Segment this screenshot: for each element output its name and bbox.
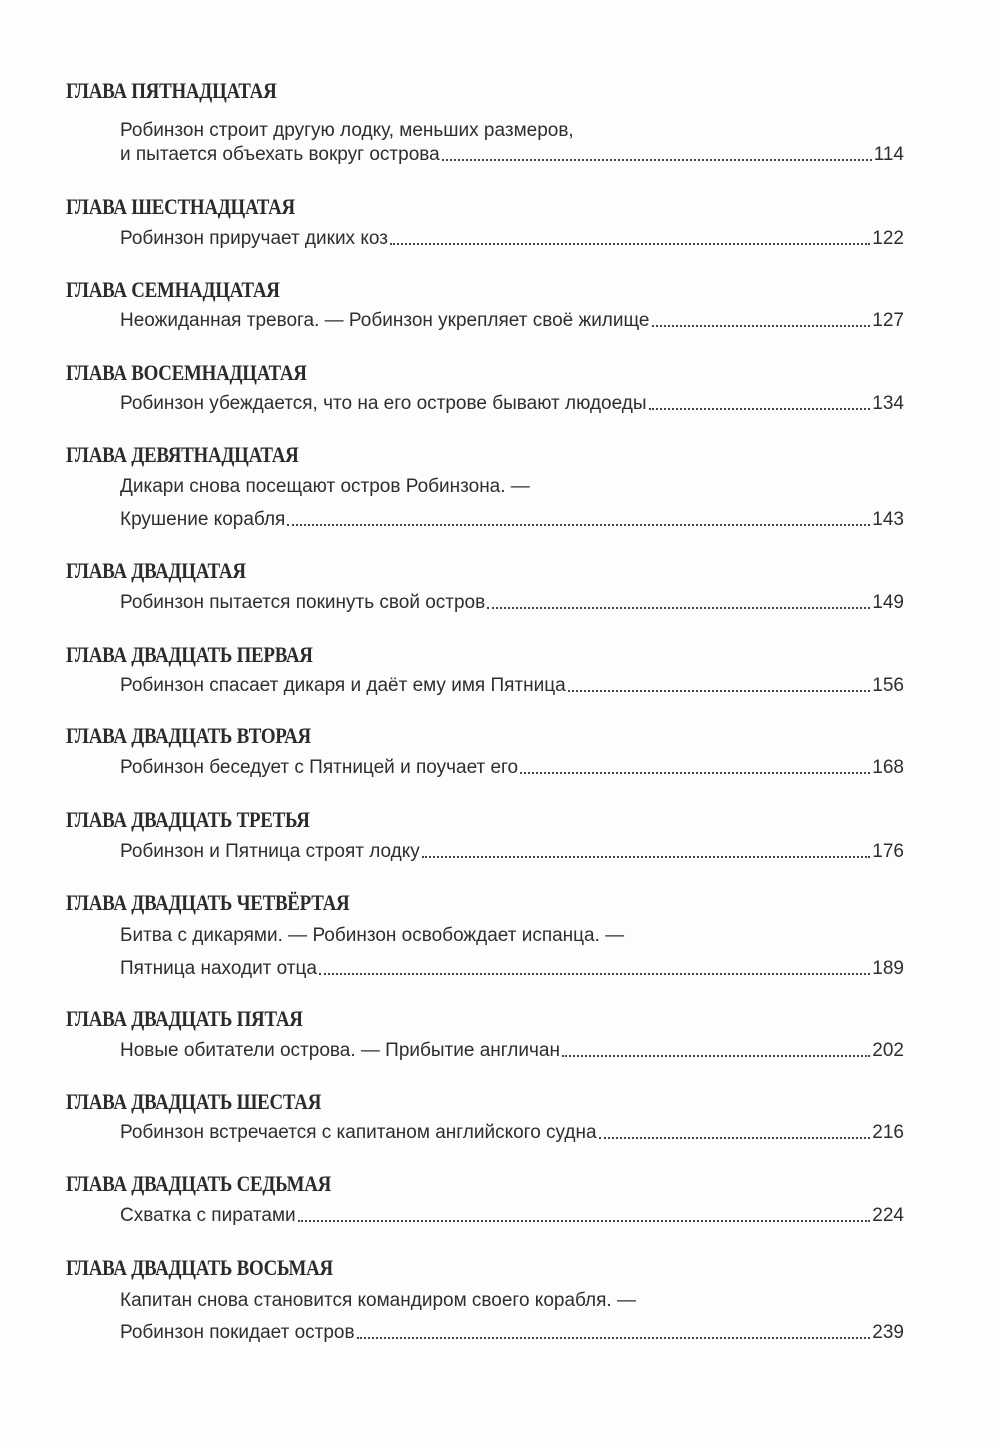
chapter-description-with-page: Робинзон спасает дикаря и даёт ему имя Пятница 156 [120,675,904,696]
dot-leader [649,407,871,410]
chapter-description-with-page: Робинзон покидает остров 239 [120,1322,904,1343]
chapter-heading: ГЛАВА ДВАДЦАТЬ СЕДЬМАЯ [66,1171,332,1196]
dot-leader [287,523,870,526]
chapter-description: Битва с дикарями. — Робинзон освобождает испанца. — [120,925,625,946]
page-number: 224 [872,1205,904,1226]
chapter-heading: ГЛАВА ДВАДЦАТЬ ШЕСТАЯ [66,1089,322,1114]
chapter-description-with-page: Пятница находит отца 189 [120,958,904,979]
chapter-description-with-page: Робинзон пытается покинуть свой остров 149 [120,592,904,613]
chapter-heading: ГЛАВА ДВАДЦАТЬ ПЕРВАЯ [66,642,313,667]
chapter-heading: ГЛАВА ВОСЕМНАДЦАТАЯ [66,360,307,385]
dot-leader [357,1336,871,1339]
dot-leader [390,242,870,245]
chapter-description-with-page: Робинзон убеждается, что на его острове бывают людоеды 134 [120,393,904,414]
page-number: 156 [872,675,904,696]
page-number: 122 [872,228,904,249]
chapter-heading: ГЛАВА ДВАДЦАТЬ ПЯТАЯ [66,1006,303,1031]
chapter-description-with-page: Робинзон и Пятница строят лодку 176 [120,841,904,862]
dot-leader [652,324,871,327]
page-number: 134 [872,393,904,414]
chapter-description-with-page: Робинзон приручает диких коз 122 [120,228,904,249]
chapter-description-with-page: Неожиданная тревога. — Робинзон укрепляет своё жилище 127 [120,310,904,331]
chapter-description-with-page: Крушение корабля 143 [120,509,904,530]
chapter-heading: ГЛАВА ДЕВЯТНАДЦАТАЯ [66,442,299,467]
chapter-description-with-page: Робинзон встречается с капитаном английского судна 216 [120,1122,904,1143]
page-number: 202 [872,1040,904,1061]
page-number: 114 [873,144,904,165]
page-number: 127 [872,310,904,331]
page-number: 239 [872,1322,904,1343]
dot-leader [319,972,870,975]
chapter-heading: ГЛАВА ДВАДЦАТЬ ЧЕТВЁРТАЯ [66,890,350,915]
chapter-description-with-page: Схватка с пиратами 224 [120,1205,904,1226]
dot-leader [487,606,870,609]
page-number: 189 [872,958,904,979]
page-number: 143 [872,509,904,530]
dot-leader [568,689,871,692]
page-number: 176 [872,841,904,862]
chapter-description-with-page: Новые обитатели острова. — Прибытие англичан 202 [120,1040,904,1061]
dot-leader [422,855,871,858]
chapter-description-with-page: и пытается объехать вокруг острова 114 [120,144,904,165]
chapter-heading: ГЛАВА ДВАДЦАТЬ ТРЕТЬЯ [66,807,310,832]
page-number: 149 [872,592,904,613]
dot-leader [298,1219,871,1222]
chapter-heading: ГЛАВА ПЯТНАДЦАТАЯ [66,78,277,103]
chapter-heading: ГЛАВА ШЕСТНАДЦАТАЯ [66,194,295,219]
chapter-heading: ГЛАВА СЕМНАДЦАТАЯ [66,277,280,302]
chapter-heading: ГЛАВА ДВАДЦАТЬ ВТОРАЯ [66,723,311,748]
page-number: 216 [872,1122,904,1143]
page-number: 168 [872,757,904,778]
chapter-description: Робинзон строит другую лодку, меньших размеров, [120,120,574,141]
chapter-heading: ГЛАВА ДВАДЦАТАЯ [66,558,246,583]
chapter-description-with-page: Робинзон беседует с Пятницей и поучает его 168 [120,757,904,778]
chapter-heading: ГЛАВА ДВАДЦАТЬ ВОСЬМАЯ [66,1255,333,1280]
dot-leader [520,771,870,774]
dot-leader [442,158,872,161]
chapter-description: Дикари снова посещают остров Робинзона. — [120,476,530,497]
dot-leader [562,1054,870,1057]
dot-leader [599,1136,871,1139]
chapter-description: Капитан снова становится командиром своего корабля. — [120,1290,636,1311]
